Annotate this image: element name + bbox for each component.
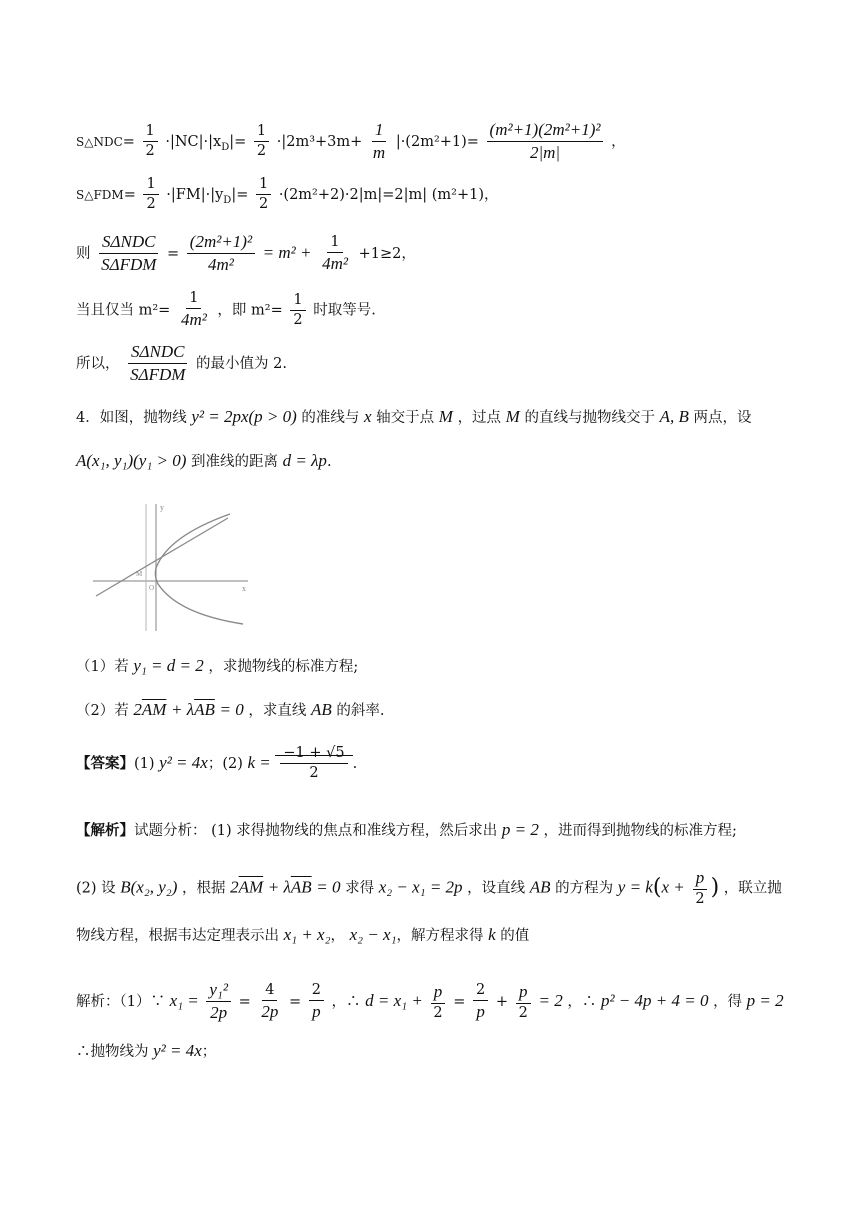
ratio-frac-3: [319, 234, 351, 275]
p4-text-e: 的直线与抛物线交于: [524, 410, 655, 426]
sol-f1-num: y₁²: [206, 980, 231, 1002]
q2-AB: AB: [310, 700, 332, 719]
eq-num2: 1: [290, 292, 305, 311]
sol-f6-num: p: [516, 982, 531, 1004]
analysis-n1: (1): [211, 823, 232, 839]
sol-f6-den: 2: [518, 1004, 528, 1021]
s-ndc-eq3: ·|2m³+3m+: [276, 133, 363, 150]
analysis-vector-AM: $\overline{AM}$: [238, 877, 264, 897]
conclusion-frac: [127, 342, 188, 386]
s-fdm-eq3: ·(2m²+2)·2|m|=2|m| (m²+1)，: [278, 186, 499, 203]
analysis-coef: 2: [230, 877, 239, 897]
answer-label: 【答案】: [76, 754, 134, 772]
s-fdm-line: S△FDM= $\frac{1}{2}$ $\cdot|FM|\cdot|y_D|=$ $\frac{1}{2}$ ·(2m²+2)·2|m|=2|m| (m²+1)，: [76, 176, 499, 213]
analysis-label: 【解析】: [76, 822, 134, 839]
s-ndc-eq2: |=: [229, 133, 247, 150]
fraction-half: $\frac{1}{2}$: [143, 123, 158, 161]
analysis-eq2: x₂ − x₁ = 2p: [378, 877, 463, 897]
q2-prefix: （2）若: [76, 703, 129, 719]
ratio-eq: =: [167, 245, 180, 262]
p4-x: x: [364, 407, 372, 426]
p4-M2: M: [505, 407, 520, 426]
analysis-line1: [76, 820, 800, 840]
analysis-c3: 的值: [500, 928, 530, 944]
ratio-tail: +1≥2，: [358, 245, 416, 262]
solution-eq2: = 2: [538, 990, 563, 1010]
analysis-2: 2: [695, 891, 705, 908]
analysis-b5: 的方程为: [555, 880, 614, 897]
q1-prefix: （1）若: [76, 659, 129, 675]
analysis-c-eq2: x₂ − x₁: [349, 925, 397, 944]
sol-f5-den: p: [476, 1001, 485, 1021]
analysis-a2: 求得抛物线的焦点和准线方程，然后求出: [236, 823, 498, 839]
analysis-c1: 物线方程，根据韦达定理表示出: [76, 928, 279, 944]
answer-frac: [280, 745, 347, 783]
answer-sep: ；(2): [207, 755, 243, 772]
solution-plus: +: [495, 993, 509, 1010]
q2-mid: ，求直线: [248, 703, 307, 719]
equality-frac: [178, 290, 210, 331]
answer-part1: (1): [134, 755, 155, 772]
ratio-den: SΔFDM: [101, 255, 157, 275]
s-ndc-eq1: ·|NC|·|x: [165, 133, 222, 150]
analysis-a1: 试题分析：: [134, 823, 207, 839]
solution-d-eq: d = x₁ +: [365, 990, 423, 1010]
eq-num: 1: [186, 290, 201, 309]
analysis-n2: (2): [76, 880, 97, 897]
analysis-b3: 求得: [345, 880, 375, 897]
final-equation: y² = 4x: [153, 1041, 202, 1060]
solution-frac6: [516, 982, 531, 1023]
question-2: [76, 700, 800, 720]
final-line: [76, 1041, 800, 1061]
figure-label-x: x: [242, 584, 246, 593]
p4-text-f: 两点，设: [693, 410, 752, 426]
eq-den2: 2: [293, 311, 303, 328]
ratio-den3: 4m²: [322, 253, 348, 273]
p4-distance: d = λp: [282, 451, 327, 470]
analysis-vector-AB: $\overline{AB}$: [290, 877, 312, 897]
q2-eq-zero: = 0: [219, 700, 244, 719]
problem4-line2: [76, 451, 800, 471]
ratio-frac: [98, 232, 159, 276]
s-ndc-tail: ，: [611, 133, 626, 150]
sol-f5-num: 2: [473, 982, 488, 1001]
solution-line: [76, 980, 800, 1024]
ratio-num2: (2m²+1)²: [187, 232, 255, 254]
analysis-b6: ，联立抛: [723, 880, 782, 897]
final-prefix: ∴抛物线为: [76, 1044, 149, 1060]
solution-frac4: [430, 982, 445, 1023]
analysis-line3: [76, 925, 800, 945]
fraction-big: [487, 120, 604, 164]
p4-text-b: 的准线与: [301, 410, 360, 426]
answer-end: .: [352, 755, 358, 772]
ratio-num: SΔNDC: [99, 232, 158, 254]
answer-den: 2: [309, 765, 319, 782]
eq-den: 4m²: [180, 310, 207, 330]
p4-end: .: [326, 454, 332, 470]
solution-quad: p² − 4p + 4 = 0: [600, 990, 709, 1010]
s-ndc-lhs: S△NDC: [76, 134, 123, 149]
fraction-half-2: $\frac{1}{2}$: [254, 123, 269, 161]
solution-s1: ，∴: [331, 993, 361, 1010]
question-1: [76, 656, 800, 676]
analysis-AB: AB: [529, 877, 551, 897]
s-fdm-eq2: |=: [231, 186, 249, 203]
analysis-c-sep: ，: [330, 928, 345, 944]
sol-f2-den: 2p: [261, 1001, 279, 1021]
solution-eq-a: =: [238, 993, 251, 1010]
solution-frac2: [258, 982, 281, 1023]
solution-frac5: [473, 982, 488, 1023]
conc-num: SΔNDC: [128, 342, 187, 364]
solution-frac1: [206, 980, 231, 1024]
figure-label-y: y: [160, 503, 164, 512]
solution-eq-c: =: [453, 993, 466, 1010]
solution-s3: ，得: [713, 993, 743, 1010]
q2-vector-AM: $\overline{AM}$: [141, 700, 167, 719]
fraction-half-4: $\frac{1}{2}$: [256, 176, 271, 214]
problem4-line1: [76, 407, 800, 427]
analysis-eq0: = 0: [316, 877, 341, 897]
frac-num: 1: [372, 120, 387, 142]
ratio-den2: 4m²: [207, 255, 234, 275]
answer-eq2: k =: [247, 752, 271, 772]
answer-line: [76, 745, 800, 783]
figure-label-M: M: [136, 570, 143, 578]
s-ndc-eq4: |·(2m²+1)=: [395, 133, 479, 150]
analysis-b2: ，根据: [182, 880, 226, 897]
conclusion-tail: 的最小值为 2.: [196, 355, 287, 372]
big-num: (m²+1)(2m²+1)²: [487, 120, 604, 142]
fraction-half-3: $\frac{1}{2}$: [143, 176, 158, 214]
answer-sqrt: [275, 745, 352, 782]
p4-text-g: 到准线的距离: [190, 454, 278, 470]
p4-AB: A, B: [659, 407, 689, 426]
ratio-line: [76, 232, 800, 276]
equality-prefix: 当且仅当 m²=: [76, 302, 171, 319]
ratio-prefix: 则: [76, 245, 91, 262]
solution-frac3: [309, 982, 324, 1023]
equality-mid: ，即 m²=: [217, 302, 283, 319]
ratio-eq2: = m² +: [262, 242, 312, 262]
answer-num: −1 + √5: [280, 745, 347, 764]
solution-p2: p = 2: [746, 990, 784, 1010]
parabola-figure: [88, 496, 258, 636]
final-suffix: ；: [201, 1044, 217, 1060]
s-ndc-line: S△NDC= $\frac{1}{2}$ $\cdot|NC|\cdot|x_D|=$ $\frac{1}{2}$ ·|2m³+3m+ $\frac{1}{m}$ |·(2m²+1)= $\frac{\text{(m²+1)(2m²+1)²}}{2|m|}$ ，: [76, 120, 626, 163]
figure-label-O: O: [149, 584, 155, 592]
sol-f4-den: 2: [433, 1004, 443, 1021]
s-ndc-sub1: D: [221, 141, 230, 153]
ratio-frac-2: [187, 232, 255, 276]
conc-den: SΔFDM: [130, 365, 186, 385]
conclusion-line: [76, 342, 800, 386]
analysis-k: k: [488, 925, 496, 944]
solution-eq-b: =: [288, 993, 302, 1010]
analysis-line2: (2) 设 B(x₂, y₂) ，根据 $2\overline{AM} + \lambda\overline{AB} = 0$ 求得 x₂ − x₁ = 2p ，设直线 AB 的方程为 y = k(x + $\frac{p}{2}$ ) ，联立抛: [76, 868, 782, 908]
figure-bg: [88, 496, 258, 636]
q2-coef: 2: [133, 700, 142, 719]
q2-suffix: 的斜率.: [336, 703, 385, 719]
p4-M: M: [438, 407, 453, 426]
frac-den: m: [372, 143, 386, 163]
equality-tail: 时取等号.: [313, 302, 376, 319]
sol-f4-num: p: [431, 982, 446, 1004]
solution-x1: x₁ =: [169, 990, 199, 1010]
q2-vector-AB: $\overline{AB}$: [194, 700, 215, 719]
analysis-b1: 设: [101, 880, 116, 897]
p4-equation: y² = 2px(p > 0): [191, 407, 297, 426]
analysis-c-eq1: x₁ + x₂: [283, 925, 331, 944]
solution-label: 解析：（1）∵: [76, 993, 165, 1010]
analysis-eq-p: p = 2: [501, 820, 539, 839]
s-fdm-eq1: ·|FM|·|y: [166, 186, 224, 203]
answer-eq1: y² = 4x: [159, 752, 208, 772]
p4-text-d: ，过点: [457, 410, 502, 426]
sol-f3-num: 2: [309, 982, 324, 1001]
q2-plus: + λ: [171, 700, 195, 719]
analysis-c2: ，解方程求得: [396, 928, 484, 944]
conclusion-prefix: 所以，: [76, 355, 120, 372]
sol-f2-num: 4: [262, 982, 277, 1001]
equality-line: [76, 290, 800, 331]
s-fdm-sub1: D: [223, 194, 232, 206]
analysis-line-eq: y = k: [617, 877, 653, 897]
analysis-p: p: [693, 868, 708, 890]
analysis-point-B: B(x₂, y₂): [120, 877, 178, 897]
fraction-1-over-m: [370, 120, 388, 164]
big-den: 2|m|: [529, 143, 561, 163]
p4-text-a: 4．如图，抛物线: [76, 410, 187, 426]
q1-equation: y₁ = d = 2: [133, 656, 204, 675]
sol-f1-den: 2p: [210, 1003, 228, 1023]
analysis-line-x: x +: [661, 877, 685, 897]
ratio-num3: 1: [327, 234, 342, 253]
p4-text-c: 轴交于点: [376, 410, 435, 426]
equality-frac-2: [290, 292, 305, 330]
analysis-a3: ，进而得到抛物线的标准方程;: [543, 823, 737, 839]
analysis-b4: ，设直线: [467, 880, 526, 897]
analysis-frac-p2: [692, 868, 707, 909]
analysis-plus: + λ: [267, 877, 291, 897]
sol-f3-den: p: [312, 1001, 321, 1021]
s-fdm-lhs: S△FDM: [76, 187, 124, 202]
solution-s2: ，∴: [567, 993, 597, 1010]
p4-point-A: A(x₁, y₁)(y₁ > 0): [76, 451, 187, 470]
q1-suffix: ，求抛物线的标准方程;: [208, 659, 359, 675]
